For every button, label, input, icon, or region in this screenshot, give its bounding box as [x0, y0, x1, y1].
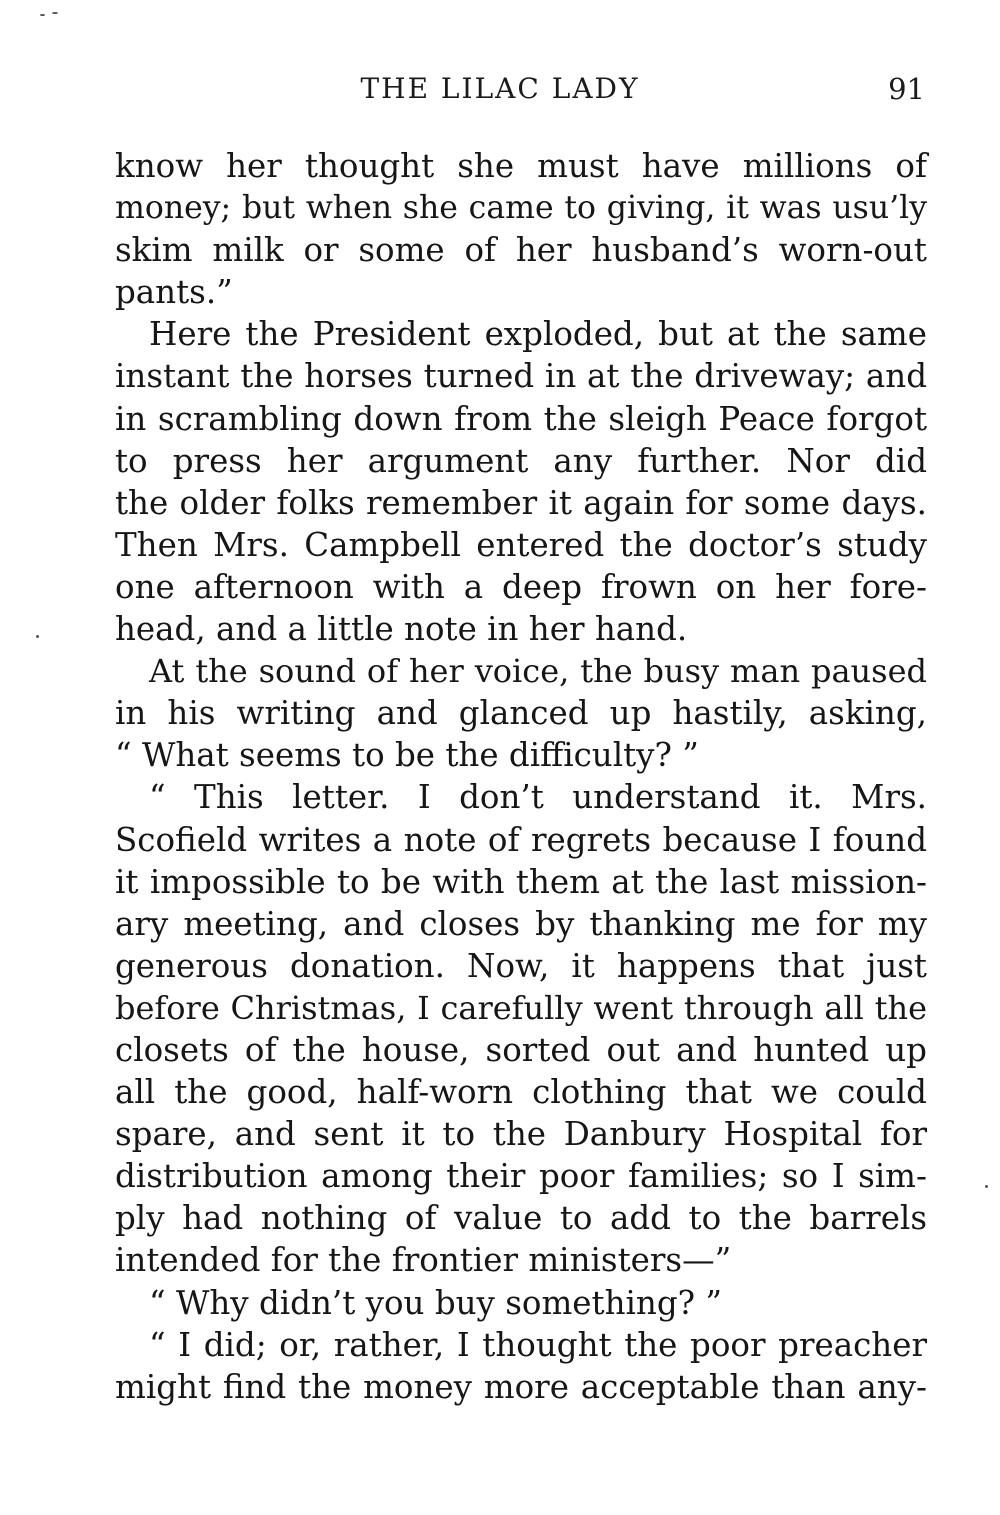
text-line: instant the horses turned in at the driveway; and: [115, 357, 927, 396]
text-line: know her thought she must have millions of: [115, 147, 927, 185]
text-line: “ Why didn’t you buy something? ”: [149, 1283, 723, 1322]
text-line: At the sound of her voice, the busy man paused: [149, 652, 927, 691]
scan-speck: [36, 635, 39, 638]
text-line: “ This letter. I don’t understand it. Mrs.: [149, 778, 927, 817]
text-line: intended for the frontier ministers—”: [115, 1241, 732, 1280]
text-line: skim milk or some of her husband’s worn-out: [115, 231, 927, 270]
text-line: “ I did; or, rather, I thought the poor preacher: [149, 1325, 927, 1364]
text-line: Here the President exploded, but at the same: [149, 315, 927, 354]
scan-speck: [52, 12, 58, 14]
text-line: pants.”: [115, 273, 233, 312]
text-line: the older folks remember it again for some days.: [115, 483, 927, 522]
text-line: before Christmas, I carefully went through all the: [115, 988, 927, 1027]
running-head: [0, 70, 1000, 112]
text-line: to press her argument any further. Nor did: [115, 441, 927, 480]
text-line: spare, and sent it to the Danbury Hospital for: [115, 1115, 927, 1154]
text-line: Scofield writes a note of regrets because I found: [115, 820, 927, 859]
text-line: all the good, half-worn clothing that we could: [115, 1073, 927, 1112]
text-line: closets of the house, sorted out and hunted up: [115, 1030, 927, 1069]
scan-speck: [40, 14, 45, 16]
text-line: in his writing and glanced up hastily, asking,: [115, 694, 927, 733]
body-text: [115, 145, 927, 1408]
running-title: THE LILAC LADY: [360, 72, 640, 105]
text-line: in scrambling down from the sleigh Peace forgot: [115, 399, 927, 438]
text-line: generous donation. Now, it happens that just: [115, 946, 927, 985]
text-line: it impossible to be with them at the last mission-: [115, 862, 927, 901]
text-line: Then Mrs. Campbell entered the doctor’s study: [115, 525, 927, 564]
text-line: ary meeting, and closes by thanking me for my: [115, 904, 927, 943]
text-line: money; but when she came to giving, it was usu’ly: [115, 190, 927, 227]
text-line: distribution among their poor families; so I sim-: [115, 1157, 927, 1196]
text-line: one afternoon with a deep frown on her fore-: [115, 567, 927, 606]
page-number: 91: [888, 72, 925, 106]
text-line: ply had nothing of value to add to the barrels: [115, 1199, 927, 1238]
text-line: might find the money more acceptable than any-: [115, 1367, 927, 1406]
text-line: head, and a little note in her hand.: [115, 610, 688, 649]
text-line: “ What seems to be the difficulty? ”: [115, 736, 699, 775]
scan-speck: [985, 1185, 988, 1188]
